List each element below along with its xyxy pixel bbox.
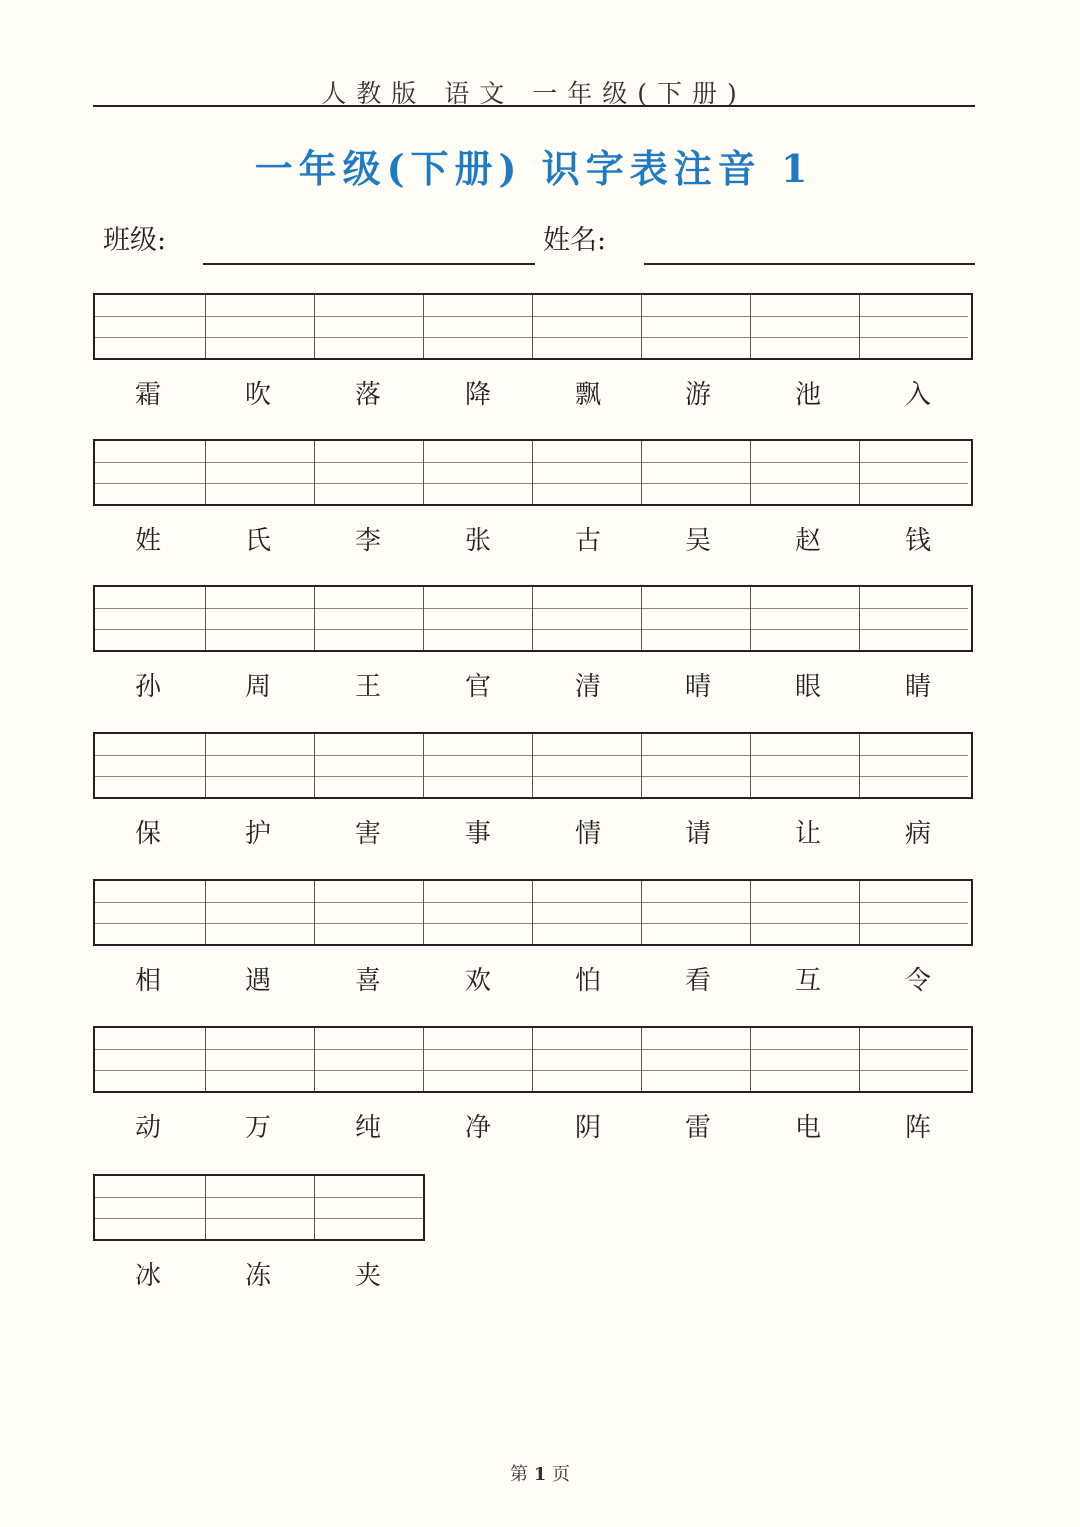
pinyin-cell[interactable] [859,295,968,358]
pinyin-cell[interactable] [314,295,423,358]
pinyin-cell[interactable] [423,734,532,797]
pinyin-cell[interactable] [423,1028,532,1091]
pinyin-writing-grid [93,1026,973,1093]
pinyin-cell[interactable] [641,1028,750,1091]
page-footer [0,1460,1080,1486]
chinese-character: 欢 [464,966,491,996]
chinese-character: 冻 [244,1261,271,1291]
pinyin-cell[interactable] [532,881,641,944]
chinese-character: 孙 [134,672,161,702]
chinese-character: 阵 [904,1113,931,1143]
practice-row [93,293,973,411]
pinyin-writing-grid [93,879,973,946]
chinese-character: 钱 [904,526,931,556]
character-row [93,1255,425,1292]
pinyin-cell[interactable] [95,441,205,504]
chinese-character: 清 [574,672,601,702]
chinese-character: 互 [794,966,821,996]
practice-row [93,1026,973,1144]
character-row [93,960,973,997]
chinese-character: 电 [794,1113,821,1143]
chinese-character: 看 [684,966,711,996]
pinyin-cell[interactable] [95,587,205,650]
chinese-character: 姓 [134,526,161,556]
pinyin-cell[interactable] [641,734,750,797]
pinyin-cell[interactable] [750,881,859,944]
pinyin-cell[interactable] [95,295,205,358]
pinyin-cell[interactable] [314,881,423,944]
chinese-character: 降 [464,380,491,410]
pinyin-writing-grid [93,1174,425,1241]
pinyin-cell[interactable] [95,881,205,944]
pinyin-writing-grid [93,732,973,799]
chinese-character: 李 [354,526,381,556]
pinyin-cell[interactable] [314,1176,423,1239]
pinyin-cell[interactable] [641,295,750,358]
chinese-character: 冰 [134,1261,161,1291]
chinese-character: 病 [904,819,931,849]
page-header: 人教版 语文 一年级(下册) [321,79,747,108]
character-row [93,813,973,850]
character-row [93,1107,973,1144]
chinese-character: 雷 [684,1113,711,1143]
pinyin-cell[interactable] [750,295,859,358]
character-row [93,520,973,557]
pinyin-writing-grid [93,439,973,506]
chinese-character: 落 [354,380,381,410]
chinese-character: 护 [244,819,271,849]
class-input-line[interactable] [203,263,535,265]
chinese-character: 王 [354,672,381,702]
chinese-character: 事 [464,819,491,849]
chinese-character: 古 [574,526,601,556]
chinese-character: 池 [794,380,821,410]
pinyin-cell[interactable] [532,295,641,358]
chinese-character: 让 [794,819,821,849]
chinese-character: 喜 [354,966,381,996]
practice-row [93,439,973,557]
practice-row [93,732,973,850]
header-rule [93,105,975,107]
pinyin-cell[interactable] [423,881,532,944]
pinyin-cell[interactable] [859,587,968,650]
pinyin-cell[interactable] [205,295,314,358]
practice-row [93,585,973,703]
pinyin-cell[interactable] [205,587,314,650]
pinyin-cell[interactable] [205,1176,314,1239]
chinese-character: 霜 [134,380,161,410]
pinyin-cell[interactable] [205,441,314,504]
pinyin-cell[interactable] [423,295,532,358]
chinese-character: 周 [244,672,271,702]
chinese-character: 飘 [574,380,601,410]
chinese-character: 睛 [904,672,931,702]
pinyin-cell[interactable] [750,734,859,797]
pinyin-cell[interactable] [95,1176,205,1239]
pinyin-cell[interactable] [641,587,750,650]
chinese-character: 害 [354,819,381,849]
chinese-character: 相 [134,966,161,996]
pinyin-writing-grid [93,293,973,360]
chinese-character: 游 [684,380,711,410]
pinyin-cell[interactable] [750,1028,859,1091]
pinyin-cell[interactable] [859,1028,968,1091]
pinyin-cell[interactable] [314,734,423,797]
chinese-character: 晴 [684,672,711,702]
class-label: 班级: [103,225,167,256]
chinese-character: 净 [464,1113,491,1143]
pinyin-cell[interactable] [95,1028,205,1091]
pinyin-cell[interactable] [859,881,968,944]
pinyin-cell[interactable] [314,441,423,504]
pinyin-cell[interactable] [750,441,859,504]
chinese-character: 入 [904,380,931,410]
character-row [93,374,973,411]
chinese-character: 令 [904,966,931,996]
chinese-character: 请 [684,819,711,849]
chinese-character: 怕 [574,966,601,996]
pinyin-cell[interactable] [532,587,641,650]
pinyin-cell[interactable] [859,734,968,797]
pinyin-cell[interactable] [205,1028,314,1091]
chinese-character: 吴 [684,526,711,556]
pinyin-cell[interactable] [532,734,641,797]
practice-row [93,1174,425,1292]
footer-prefix: 第 [510,1464,528,1485]
name-input-line[interactable] [644,263,975,265]
chinese-character: 氏 [244,526,271,556]
pinyin-cell[interactable] [641,881,750,944]
chinese-character: 赵 [794,526,821,556]
pinyin-cell[interactable] [205,734,314,797]
chinese-character: 动 [134,1113,161,1143]
chinese-character: 情 [574,819,601,849]
chinese-character: 夹 [354,1261,381,1291]
chinese-character: 遇 [244,966,271,996]
name-label: 姓名: [543,225,607,256]
pinyin-cell[interactable] [532,441,641,504]
chinese-character: 官 [464,672,491,702]
pinyin-cell[interactable] [641,441,750,504]
chinese-character: 眼 [794,672,821,702]
pinyin-cell[interactable] [314,587,423,650]
pinyin-cell[interactable] [205,881,314,944]
chinese-character: 万 [244,1113,271,1143]
page-number: 1 [533,1464,547,1485]
character-row [93,666,973,703]
chinese-character: 吹 [244,380,271,410]
page-title: 一年级(下册) 识字表注音 1 [254,146,814,191]
pinyin-cell[interactable] [750,587,859,650]
practice-row [93,879,973,997]
chinese-character: 阴 [574,1113,601,1143]
pinyin-cell[interactable] [314,1028,423,1091]
pinyin-cell[interactable] [423,587,532,650]
pinyin-cell[interactable] [859,441,968,504]
pinyin-cell[interactable] [423,441,532,504]
chinese-character: 纯 [354,1113,381,1143]
footer-suffix: 页 [552,1464,570,1485]
chinese-character: 张 [464,526,491,556]
chinese-character: 保 [134,819,161,849]
pinyin-cell[interactable] [532,1028,641,1091]
pinyin-writing-grid [93,585,973,652]
pinyin-cell[interactable] [95,734,205,797]
